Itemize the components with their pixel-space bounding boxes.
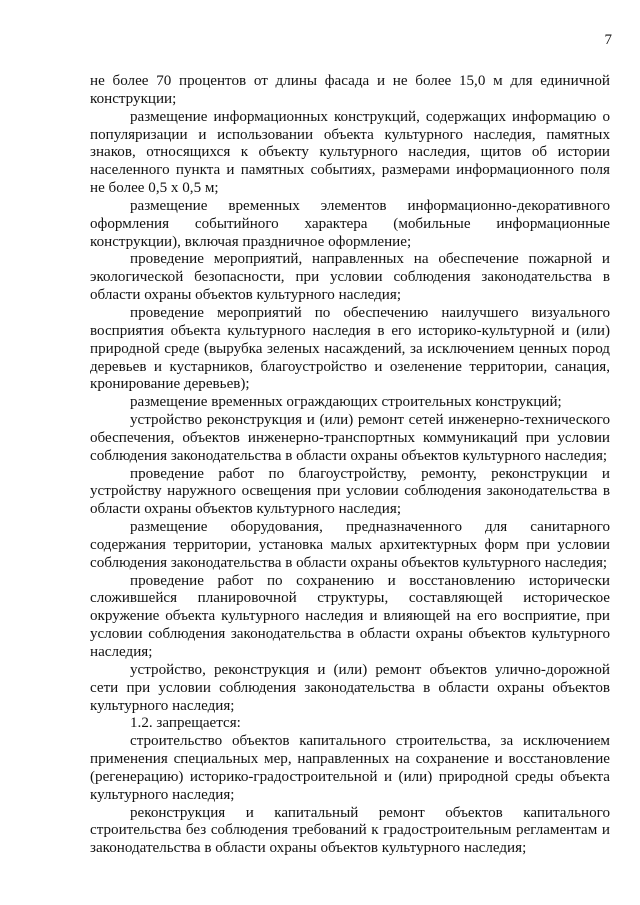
paragraph: размещение временных ограждающих строительных конструкций; <box>130 394 562 411</box>
paragraph: проведение мероприятий по обеспечению наилучшего визуального восприятия объекта культурного наследия в его историко-культурной и (или) природной среде (вырубка зеленых насаждений, за исключением ценных пород деревьев и кустарников, благоустройство и озеленение территории, санация, кронирование деревьев); <box>90 304 610 393</box>
paragraph: проведение работ по благоустройству, ремонту, реконструкции и устройству наружного освещения при условии соблюдения законодательства в области охраны объектов культурного наследия; <box>90 465 610 518</box>
paragraph-continuation: не более 70 процентов от длины фасада и не более 15,0 м для единичной конструкции; <box>90 73 610 107</box>
section-heading: 1.2. запрещается: <box>130 715 241 732</box>
paragraph: устройство реконструкция и (или) ремонт сетей инженерно-технического обеспечения, объектов инженерно-транспортных коммуникаций при условии соблюдения законодательства в области охраны объектов культурного наследия; <box>90 412 610 464</box>
paragraph: размещение информационных конструкций, содержащих информацию о популяризации и использовании объекта культурного наследия, памятных знаков, относящихся к объекту культурного наследия, щитов об истории населенного пункта и памятных событиях, размерами информационного поля не более 0,5 х 0,5 м; <box>90 108 610 197</box>
paragraph: размещение временных элементов информационно-декоративного оформления событийного характера (мобильные информационные конструкции), включая праздничное оформление; <box>90 197 610 250</box>
paragraph: реконструкция и капитальный ремонт объектов капитального строительства без соблюдения требований к градостроительным регламентам и законодательства в области охраны объектов культурного наследия; <box>90 804 610 857</box>
paragraph: проведение работ по сохранению и восстановлению исторически сложившейся планировочной структуры, составляющей историческое окружение объекта культурного наследия и влияющей на его восприятие, при условии соблюдения законодательства в области охраны объектов культурного наследия; <box>90 572 610 660</box>
paragraph: проведение мероприятий, направленных на обеспечение пожарной и экологической безопасности, при условии соблюдения законодательства в области охраны объектов культурного наследия; <box>90 251 610 304</box>
paragraph: строительство объектов капитального строительства, за исключением применения специальных мер, направленных на сохранение и восстановление (регенерацию) историко-градостроительной и (или) природной среды объекта культурного наследия; <box>90 733 610 803</box>
paragraph: устройство, реконструкция и (или) ремонт объектов улично-дорожной сети при условии соблюдения законодательства в области охраны объектов культурного наследия; <box>90 661 610 714</box>
document-body <box>90 73 610 858</box>
page-number: 7 <box>604 32 612 48</box>
paragraph: размещение оборудования, предназначенного для санитарного содержания территории, установка малых архитектурных форм при условии соблюдения законодательства в области охраны объектов культурного наследия; <box>90 519 610 571</box>
